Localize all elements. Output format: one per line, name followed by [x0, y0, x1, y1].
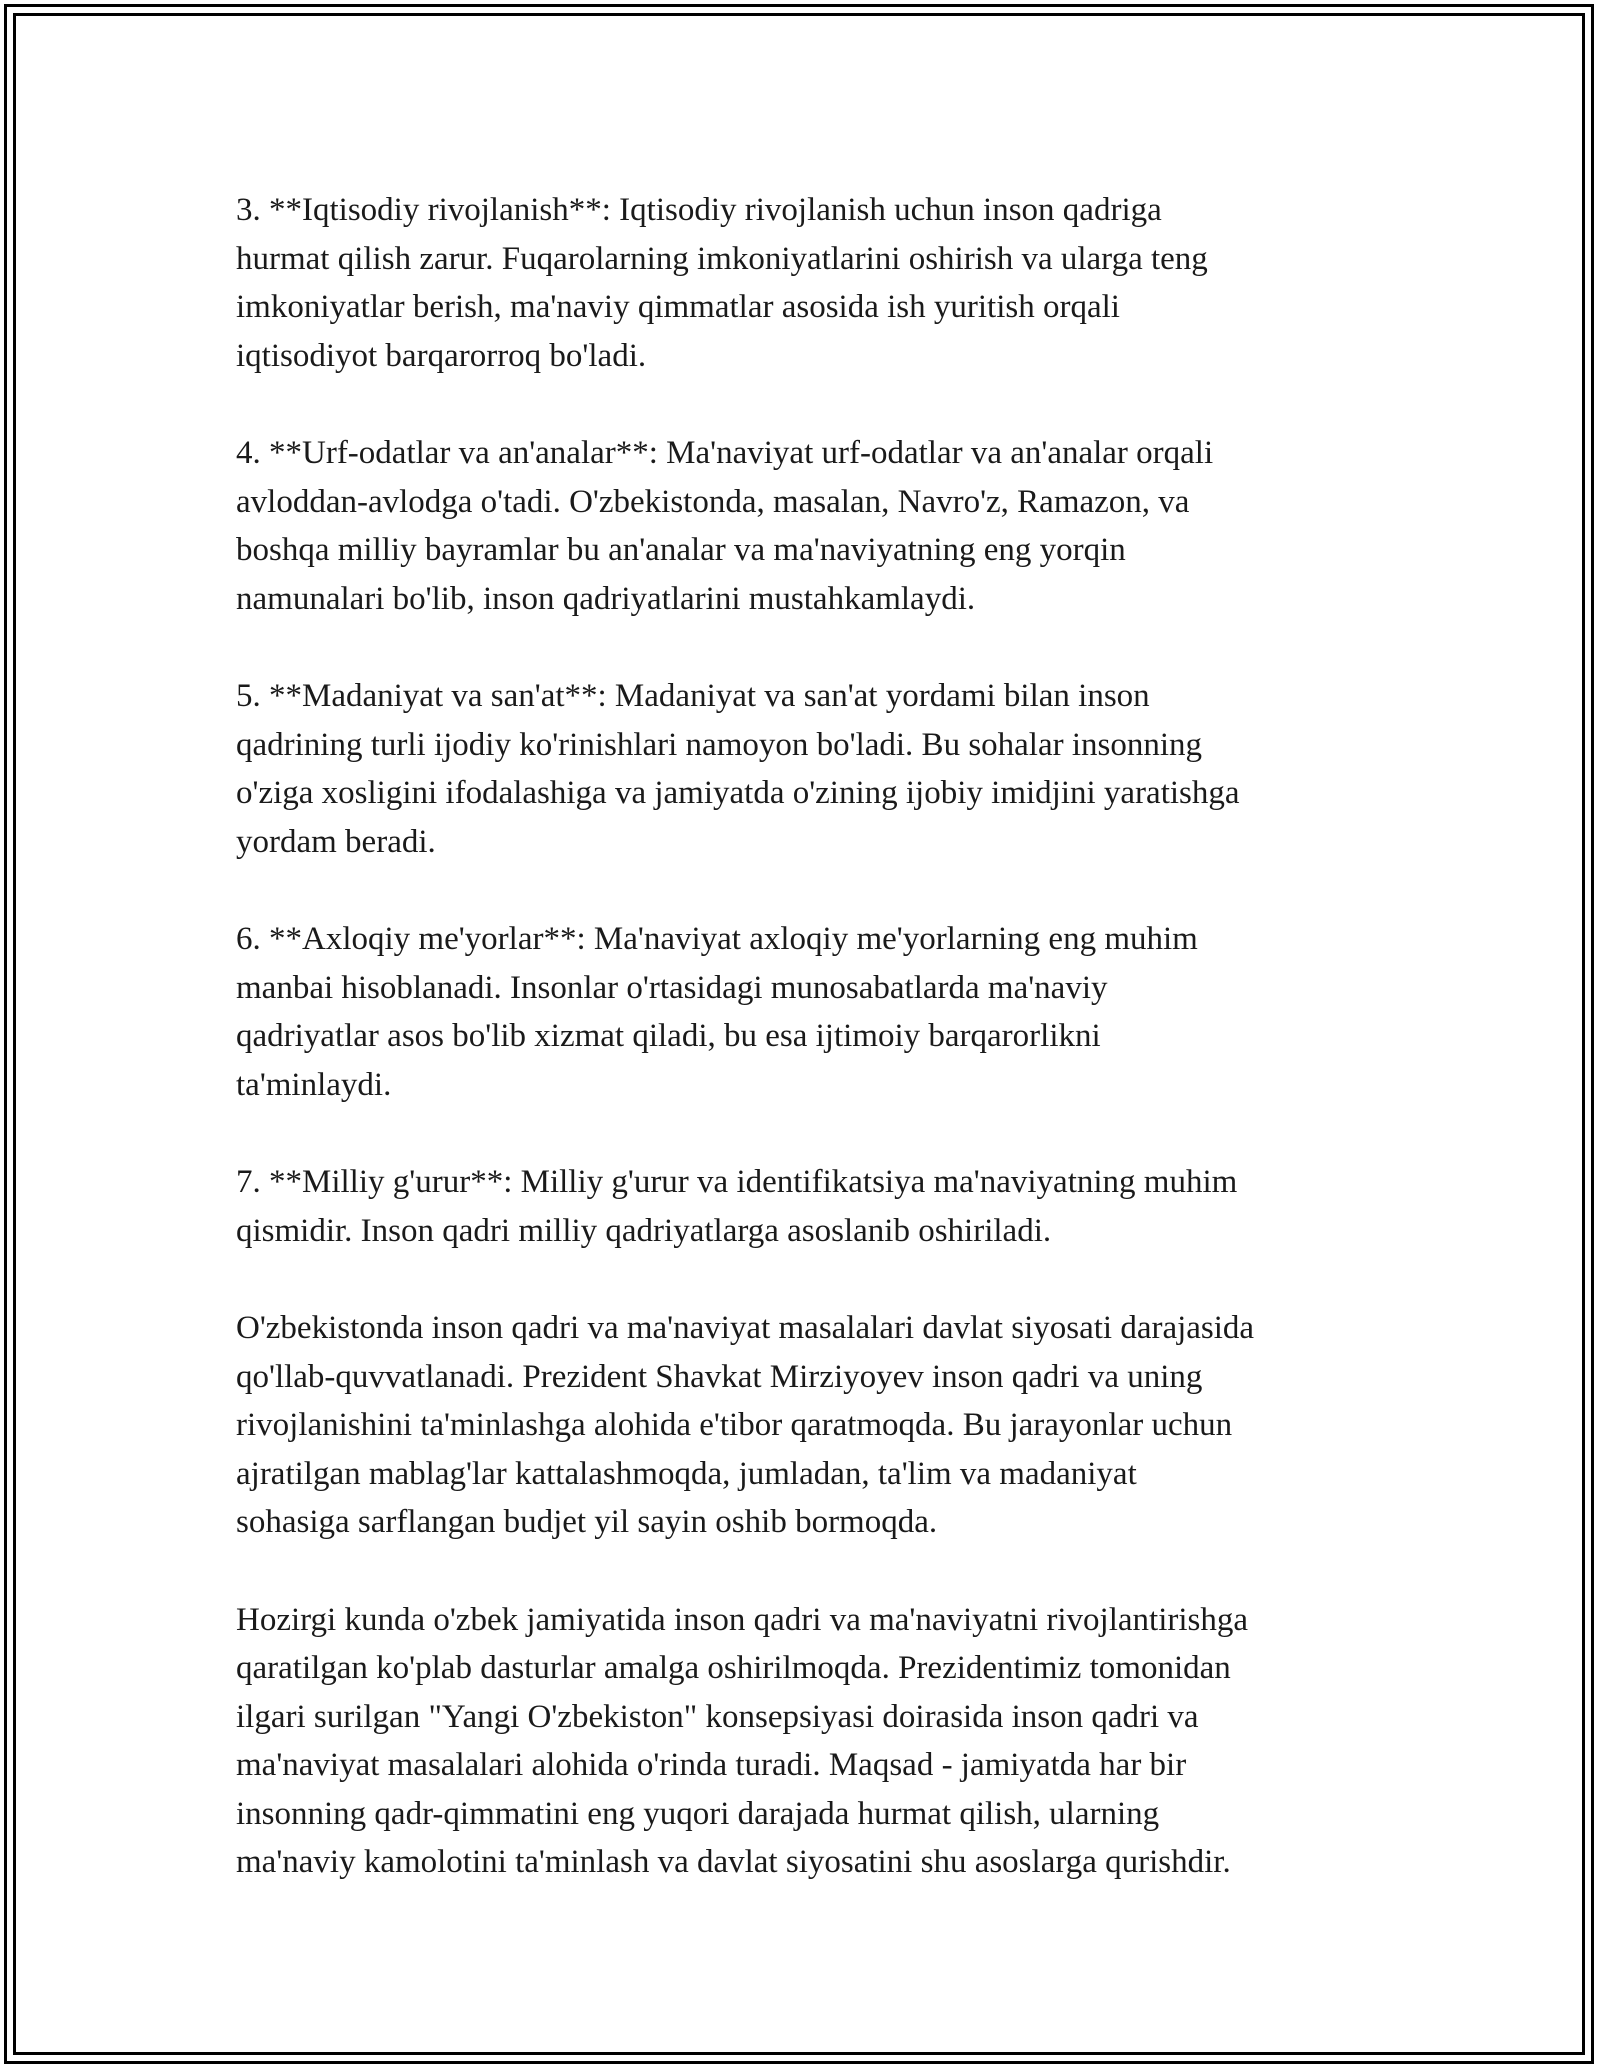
paragraph-madaniyat: 5. **Madaniyat va san'at**: Madaniyat va san'at yordami bilan inson qadrining turli ijodiy ko'rinishlari namoyon bo'ladi. Bu sohalar insonning o'ziga xosligini ifodalashiga va jamiyatda o'zining ijobiy imidjini yaratishga yordam beradi.: [236, 678, 1240, 860]
document-body: [236, 186, 1376, 1936]
paragraph-yangi-ozbekiston: Hozirgi kunda o'zbek jamiyatida inson qadri va ma'naviyatni rivojlantirishga qaratilgan ko'plab dasturlar amalga oshirilmoqda. Prezidentimiz tomonidan ilgari surilgan "Yangi O'zbekiston" konsepsiyasi doirasida inson qadri va ma'naviyat masalalari alohida o'rinda turadi. Maqsad - jamiyatda har bir insonning qadr-qimmatini eng yuqori darajada hurmat qilish, ularning ma'naviy kamolotini ta'minlash va davlat siyosatini shu asoslarga qurishdir.: [236, 1601, 1249, 1880]
paragraph-urf-odatlar: 4. **Urf-odatlar va an'analar**: Ma'naviyat urf-odatlar va an'analar orqali avloddan-avlodga o'tadi. O'zbekistonda, masalan, Navro'z, Ramazon, va boshqa milliy bayramlar bu an'analar va ma'naviyatning eng yorqin namunalari bo'lib, inson qadriyatlarini mustahkamlaydi.: [236, 435, 1214, 617]
paragraph-iqtisodiy-rivojlanish: 3. **Iqtisodiy rivojlanish**: Iqtisodiy rivojlanish uchun inson qadriga hurmat qilish zarur. Fuqarolarning imkoniyatlarini oshirish va ularga teng imkoniyatlar berish, ma'naviy qimmatlar asosida ish yuritish orqali iqtisodiyot barqarorroq bo'ladi.: [236, 192, 1208, 374]
paragraph-axloqiy-meyorlar: 6. **Axloqiy me'yorlar**: Ma'naviyat axloqiy me'yorlarning eng muhim manbai hisoblanadi. Insonlar o'rtasidagi munosabatlarda ma'naviy qadriyatlar asos bo'lib xizmat qiladi, bu esa ijtimoiy barqarorlikni ta'minlaydi.: [236, 921, 1198, 1103]
paragraph-davlat-siyosati: O'zbekistonda inson qadri va ma'naviyat masalalari davlat siyosati darajasida qo'llab-quvvatlanadi. Prezident Shavkat Mirziyoyev inson qadri va uning rivojlanishini ta'minlashga alohida e'tibor qaratmoqda. Bu jarayonlar uchun ajratilgan mablag'lar kattalashmoqda, jumladan, ta'lim va madaniyat sohasiga sarflangan budjet yil sayin oshib bormoqda.: [236, 1310, 1255, 1540]
paragraph-milliy-gurur: 7. **Milliy g'urur**: Milliy g'urur va identifikatsiya ma'naviyatning muhim qismidir. Inson qadri milliy qadriyatlarga asoslanib oshiriladi.: [236, 1164, 1238, 1249]
